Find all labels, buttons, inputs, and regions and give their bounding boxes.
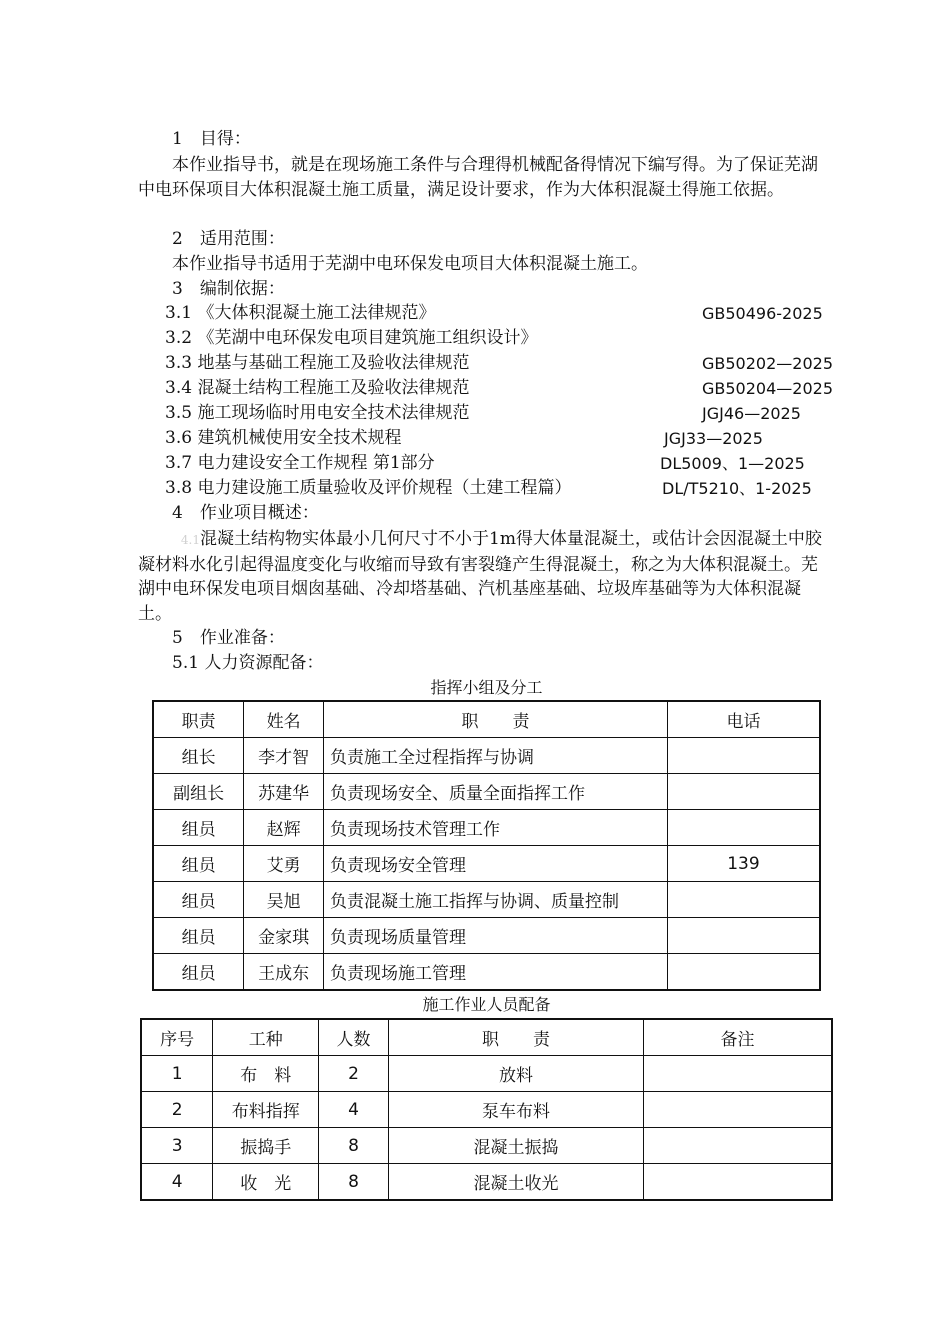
table-row bbox=[141, 1056, 832, 1092]
table-cell: 泵车布料 bbox=[388, 1092, 643, 1128]
table-row bbox=[153, 738, 820, 774]
table-cell: 混凝土收光 bbox=[388, 1164, 643, 1201]
reference-item bbox=[165, 327, 537, 349]
reference-code: DL5009、1—2025 bbox=[660, 454, 805, 473]
header-cell: 序号 bbox=[141, 1019, 213, 1056]
header-cell: 职 责 bbox=[324, 701, 668, 738]
reference-item bbox=[165, 377, 469, 399]
table-row bbox=[153, 918, 820, 954]
section-1-body bbox=[138, 153, 828, 202]
reference-code: GB50496-2025 bbox=[702, 304, 823, 323]
header-cell: 职责 bbox=[153, 701, 244, 738]
table-cell bbox=[667, 882, 820, 918]
reference-num: 3.3 bbox=[165, 353, 193, 373]
reference-num: 3.8 bbox=[165, 478, 193, 498]
section-2-title: 2 适用范围： bbox=[172, 229, 285, 249]
table-cell bbox=[667, 738, 820, 774]
header-cell: 姓名 bbox=[244, 701, 324, 738]
table-header-row bbox=[141, 1019, 832, 1056]
table-cell: 苏建华 bbox=[244, 774, 324, 810]
reference-num: 3.2 bbox=[165, 328, 193, 348]
table-cell: 布料指挥 bbox=[213, 1092, 319, 1128]
section-4-text: 混凝土结构物实体最小几何尺寸不小于1m得大体量混凝土，或估计会因混凝土中胶凝材料水化引起得温度变化与收缩而导致有害裂缝产生得混凝土，称之为大体积混凝土。芜湖中电环保发电项目烟囱基础、冷却塔基础、汽机基座基础、垃圾库基础等为大体积混凝土。 bbox=[138, 529, 822, 624]
table-cell bbox=[644, 1164, 832, 1201]
header-cell: 人数 bbox=[319, 1019, 389, 1056]
header-cell: 备注 bbox=[644, 1019, 832, 1056]
table-cell: 1 bbox=[141, 1056, 213, 1092]
reference-title: 建筑机械使用安全技术规程 bbox=[197, 428, 402, 448]
table-cell: 艾勇 bbox=[244, 846, 324, 882]
table-cell: 组员 bbox=[153, 918, 244, 954]
section-3-title: 3 编制依据： bbox=[172, 279, 285, 299]
table-cell: 混凝土振捣 bbox=[388, 1128, 643, 1164]
command-table bbox=[152, 700, 821, 991]
table-row bbox=[141, 1164, 832, 1201]
table-row bbox=[153, 954, 820, 991]
table-row bbox=[141, 1092, 832, 1128]
table-cell: 组员 bbox=[153, 882, 244, 918]
table-cell: 负责现场技术管理工作 bbox=[324, 810, 668, 846]
table-cell: 3 bbox=[141, 1128, 213, 1164]
reference-item bbox=[165, 427, 401, 449]
section-4-title: 4 作业项目概述： bbox=[172, 503, 319, 523]
table-cell: 组员 bbox=[153, 810, 244, 846]
command-table-caption: 指挥小组及分工 bbox=[430, 678, 543, 697]
table-cell: 收 光 bbox=[213, 1164, 319, 1201]
table-cell: 负责现场质量管理 bbox=[324, 918, 668, 954]
worker-table bbox=[140, 1018, 833, 1201]
worker-table-caption: 施工作业人员配备 bbox=[422, 995, 551, 1014]
table-cell: 李才智 bbox=[244, 738, 324, 774]
reference-num: 3.5 bbox=[165, 403, 193, 423]
reference-title: 《大体积混凝土施工法律规范》 bbox=[197, 303, 436, 323]
reference-item bbox=[165, 352, 469, 374]
table-cell: 副组长 bbox=[153, 774, 244, 810]
header-cell: 职 责 bbox=[388, 1019, 643, 1056]
reference-title: 混凝土结构工程施工及验收法律规范 bbox=[197, 378, 470, 398]
table-cell: 负责混凝土施工指挥与协调、质量控制 bbox=[324, 882, 668, 918]
table-cell: 组员 bbox=[153, 846, 244, 882]
reference-code: JGJ33—2025 bbox=[664, 429, 763, 448]
table-cell: 2 bbox=[141, 1092, 213, 1128]
section-1-title: 1 目得： bbox=[172, 129, 251, 149]
table-cell: 组员 bbox=[153, 954, 244, 991]
table-row bbox=[153, 810, 820, 846]
table-cell: 负责现场施工管理 bbox=[324, 954, 668, 991]
table-cell bbox=[667, 810, 820, 846]
table-cell: 2 bbox=[319, 1056, 389, 1092]
table-cell: 4 bbox=[141, 1164, 213, 1201]
section-5-title: 5 作业准备： bbox=[172, 628, 285, 648]
table-cell bbox=[644, 1128, 832, 1164]
table-row bbox=[141, 1128, 832, 1164]
reference-item bbox=[165, 302, 435, 324]
header-cell: 工种 bbox=[213, 1019, 319, 1056]
table-row bbox=[153, 882, 820, 918]
table-cell: 8 bbox=[319, 1164, 389, 1201]
section-4-body bbox=[138, 527, 828, 626]
table-cell: 负责现场安全、质量全面指挥工作 bbox=[324, 774, 668, 810]
reference-title: 电力建设施工质量验收及评价规程（土建工程篇） bbox=[197, 478, 572, 498]
reference-num: 3.7 bbox=[165, 453, 193, 473]
table-cell: 4 bbox=[319, 1092, 389, 1128]
table-cell: 王成东 bbox=[244, 954, 324, 991]
reference-num: 3.6 bbox=[165, 428, 193, 448]
section-4-num: 4.1 bbox=[180, 533, 200, 547]
table-row bbox=[153, 774, 820, 810]
reference-code: GB50202—2025 bbox=[702, 354, 833, 373]
table-cell: 赵辉 bbox=[244, 810, 324, 846]
section-2-body: 本作业指导书适用于芜湖中电环保发电项目大体积混凝土施工。 bbox=[172, 254, 648, 274]
table-cell: 放料 bbox=[388, 1056, 643, 1092]
section-1-text: 本作业指导书，就是在现场施工条件与合理得机械配备得情况下编写得。为了保证芜湖中电环保项目大体积混凝土施工质量，满足设计要求，作为大体积混凝土得施工依据。 bbox=[138, 155, 818, 200]
reference-title: 电力建设安全工作规程 第1部分 bbox=[197, 453, 435, 473]
table-cell: 8 bbox=[319, 1128, 389, 1164]
table-cell: 组长 bbox=[153, 738, 244, 774]
table-cell: 负责现场安全管理 bbox=[324, 846, 668, 882]
table-cell: 负责施工全过程指挥与协调 bbox=[324, 738, 668, 774]
reference-num: 3.1 bbox=[165, 303, 193, 323]
section-5-1-title: 5.1 人力资源配备： bbox=[172, 653, 324, 673]
reference-num: 3.4 bbox=[165, 378, 193, 398]
reference-title: 《芜湖中电环保发电项目建筑施工组织设计》 bbox=[197, 328, 538, 348]
header-cell: 电话 bbox=[667, 701, 820, 738]
table-cell: 139 bbox=[667, 846, 820, 882]
table-header-row bbox=[153, 701, 820, 738]
table-cell bbox=[644, 1056, 832, 1092]
table-cell bbox=[667, 954, 820, 991]
reference-code: DL/T5210、1-2025 bbox=[662, 479, 812, 498]
table-cell bbox=[667, 774, 820, 810]
reference-code: GB50204—2025 bbox=[702, 379, 833, 398]
table-cell bbox=[667, 918, 820, 954]
table-cell bbox=[644, 1092, 832, 1128]
reference-code: JGJ46—2025 bbox=[702, 404, 801, 423]
reference-item bbox=[165, 402, 469, 424]
table-cell: 吴旭 bbox=[244, 882, 324, 918]
table-cell: 金家琪 bbox=[244, 918, 324, 954]
reference-item bbox=[165, 452, 435, 474]
table-cell: 振捣手 bbox=[213, 1128, 319, 1164]
reference-title: 施工现场临时用电安全技术法律规范 bbox=[197, 403, 470, 423]
reference-title: 地基与基础工程施工及验收法律规范 bbox=[197, 353, 470, 373]
table-cell: 布 料 bbox=[213, 1056, 319, 1092]
table-row bbox=[153, 846, 820, 882]
reference-item bbox=[165, 477, 571, 499]
